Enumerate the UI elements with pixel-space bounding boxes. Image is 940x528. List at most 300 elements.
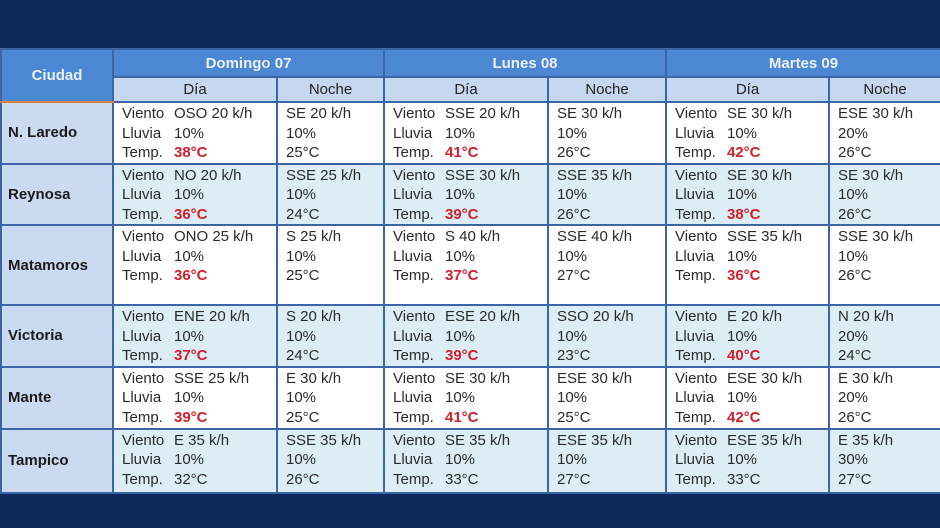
temp-value: 26°C <box>838 267 872 284</box>
rain-value: 10% <box>727 124 758 142</box>
rain-label: Lluvia <box>393 389 433 406</box>
night-forecast-cell <box>277 305 384 367</box>
temp-line <box>122 408 268 428</box>
day-forecast-cell <box>384 225 548 305</box>
temp-line <box>393 205 539 225</box>
temp-value: 37°C <box>174 347 208 364</box>
rain-label: Lluvia <box>675 451 715 468</box>
wind-value: S 20 k/h <box>286 308 342 325</box>
temp-label: Temp. <box>393 470 434 488</box>
wind-value: SSE 20 k/h <box>445 105 521 122</box>
wind-line <box>838 431 932 451</box>
day-forecast-cell <box>666 225 829 305</box>
rain-line <box>122 450 268 470</box>
wind-value: OSO 20 k/h <box>174 105 253 122</box>
temp-line <box>675 266 820 286</box>
wind-value: E 35 k/h <box>174 431 230 449</box>
wind-label: Viento <box>122 105 165 122</box>
wind-line <box>838 307 932 327</box>
wind-value: SE 30 k/h <box>445 369 511 387</box>
temp-line <box>557 143 657 163</box>
day-forecast-cell <box>113 102 277 164</box>
table-row <box>1 164 940 226</box>
temp-value: 42°C <box>727 408 761 426</box>
wind-line <box>838 227 932 247</box>
temp-line <box>122 266 268 286</box>
temp-line <box>122 205 268 225</box>
temp-label: Temp. <box>675 144 716 161</box>
rain-value: 10% <box>174 451 205 468</box>
temp-line <box>393 266 539 286</box>
temp-line <box>286 470 375 490</box>
wind-value: SSE 30 k/h <box>838 228 914 245</box>
night-forecast-cell <box>277 164 384 226</box>
temp-line <box>675 205 820 225</box>
rain-label: Lluvia <box>675 247 715 265</box>
wind-label: Viento <box>122 431 165 449</box>
night-forecast-cell <box>548 429 666 493</box>
temp-line <box>286 408 375 428</box>
rain-value: 10% <box>174 124 205 142</box>
wind-line <box>393 431 539 451</box>
table-row <box>1 367 940 429</box>
night-forecast-cell <box>277 225 384 305</box>
day-header-lunes: Lunes 08 <box>384 49 666 77</box>
wind-value: S 25 k/h <box>286 228 342 245</box>
rain-value: 10% <box>557 247 588 265</box>
wind-line <box>675 104 820 124</box>
temp-label: Temp. <box>122 144 163 161</box>
wind-value: SSO 20 k/h <box>557 308 634 325</box>
temp-line <box>675 408 820 428</box>
temp-value: 27°C <box>557 470 591 488</box>
wind-label: Viento <box>122 228 165 245</box>
rain-line <box>675 185 820 205</box>
temp-value: 27°C <box>557 267 591 284</box>
night-forecast-cell <box>829 225 940 305</box>
night-forecast-cell <box>829 102 940 164</box>
rain-label: Lluvia <box>675 124 715 142</box>
temp-line <box>675 346 820 366</box>
rain-value: 10% <box>174 389 205 406</box>
night-forecast-cell <box>548 225 666 305</box>
wind-label: Viento <box>393 166 436 184</box>
rain-line <box>557 124 657 144</box>
temp-value: 36°C <box>174 205 208 223</box>
temp-value: 39°C <box>445 205 479 223</box>
wind-value: SE 30 k/h <box>557 105 623 122</box>
wind-label: Viento <box>122 166 165 184</box>
temp-value: 26°C <box>557 144 591 161</box>
rain-line <box>393 185 539 205</box>
wind-label: Viento <box>675 105 718 122</box>
temp-label: Temp. <box>393 408 434 426</box>
temp-label: Temp. <box>675 205 716 223</box>
day-header-martes: Martes 09 <box>666 49 940 77</box>
temp-line <box>286 266 375 286</box>
temp-label: Temp. <box>675 347 716 364</box>
temp-line <box>838 205 932 225</box>
temp-line <box>122 143 268 163</box>
temp-line <box>838 266 932 286</box>
rain-label: Lluvia <box>122 389 162 406</box>
night-forecast-cell <box>277 102 384 164</box>
temp-value: 40°C <box>727 347 761 364</box>
rain-label: Lluvia <box>675 327 715 345</box>
wind-label: Viento <box>122 369 165 387</box>
wind-line <box>122 104 268 124</box>
wind-value: ESE 30 k/h <box>727 369 803 387</box>
wind-line <box>122 307 268 327</box>
rain-line <box>393 327 539 347</box>
wind-line <box>286 369 375 389</box>
rain-line <box>122 247 268 267</box>
rain-value: 10% <box>286 247 317 265</box>
wind-line <box>838 166 932 186</box>
temp-value: 32°C <box>174 470 208 488</box>
city-name: N. Laredo <box>1 102 113 164</box>
rain-value: 10% <box>727 389 758 406</box>
wind-value: SSE 35 k/h <box>286 431 362 449</box>
wind-value: SE 30 k/h <box>727 166 793 184</box>
temp-value: 38°C <box>174 144 208 161</box>
temp-line <box>557 205 657 225</box>
night-forecast-cell <box>829 164 940 226</box>
rain-value: 10% <box>174 247 205 265</box>
temp-label: Temp. <box>675 408 716 426</box>
subheader-noche: Noche <box>277 77 384 102</box>
wind-value: SSE 40 k/h <box>557 228 633 245</box>
rain-value: 10% <box>445 327 476 345</box>
rain-value: 20% <box>838 327 869 345</box>
wind-value: N 20 k/h <box>838 308 894 325</box>
wind-line <box>286 431 375 451</box>
wind-line <box>557 166 657 186</box>
wind-label: Viento <box>675 228 718 245</box>
rain-line <box>557 247 657 267</box>
subheader-dia: Día <box>113 77 277 102</box>
rain-label: Lluvia <box>393 186 433 203</box>
rain-value: 10% <box>727 327 758 345</box>
rain-value: 10% <box>557 389 588 406</box>
temp-value: 26°C <box>557 205 591 223</box>
temp-value: 41°C <box>445 408 479 426</box>
wind-label: Viento <box>675 431 718 449</box>
subheader-noche: Noche <box>548 77 666 102</box>
rain-label: Lluvia <box>393 124 433 142</box>
rain-value: 10% <box>286 327 317 345</box>
rain-label: Lluvia <box>122 247 162 265</box>
rain-value: 10% <box>445 247 476 265</box>
wind-value: SE 20 k/h <box>286 105 352 122</box>
temp-line <box>393 408 539 428</box>
temp-value: 26°C <box>838 144 872 161</box>
temp-value: 26°C <box>838 205 872 223</box>
table-row <box>1 429 940 493</box>
temp-line <box>122 470 268 490</box>
wind-line <box>838 369 932 389</box>
rain-line <box>122 327 268 347</box>
day-forecast-cell <box>384 305 548 367</box>
rain-line <box>122 388 268 408</box>
subheader-noche: Noche <box>829 77 940 102</box>
wind-value: E 30 k/h <box>286 369 342 387</box>
rain-value: 10% <box>445 186 476 203</box>
subheader-dia: Día <box>666 77 829 102</box>
day-forecast-cell <box>666 102 829 164</box>
table-row <box>1 305 940 367</box>
temp-label: Temp. <box>393 144 434 161</box>
wind-value: SE 35 k/h <box>445 431 511 449</box>
temp-line <box>838 143 932 163</box>
day-forecast-cell <box>113 429 277 493</box>
rain-line <box>286 327 375 347</box>
wind-line <box>286 166 375 186</box>
temp-label: Temp. <box>122 267 163 284</box>
rain-line <box>838 124 932 144</box>
temp-value: 23°C <box>557 347 591 364</box>
temp-line <box>286 143 375 163</box>
rain-line <box>838 185 932 205</box>
rain-value: 10% <box>445 389 476 406</box>
wind-value: NO 20 k/h <box>174 166 242 184</box>
rain-line <box>286 185 375 205</box>
temp-line <box>838 346 932 366</box>
city-name: Matamoros <box>1 225 113 305</box>
temp-value: 24°C <box>838 347 872 364</box>
rain-value: 10% <box>838 247 869 265</box>
rain-line <box>286 247 375 267</box>
rain-value: 10% <box>445 124 476 142</box>
wind-value: SSE 25 k/h <box>286 166 362 184</box>
rain-line <box>557 185 657 205</box>
rain-value: 10% <box>557 451 588 468</box>
city-name: Mante <box>1 367 113 429</box>
day-header-domingo: Domingo 07 <box>113 49 384 77</box>
rain-value: 10% <box>557 327 588 345</box>
temp-value: 39°C <box>445 347 479 364</box>
temp-line <box>286 205 375 225</box>
wind-value: SSE 25 k/h <box>174 369 250 387</box>
day-forecast-cell <box>384 429 548 493</box>
rain-line <box>557 388 657 408</box>
rain-value: 20% <box>838 389 869 406</box>
night-forecast-cell <box>829 429 940 493</box>
wind-line <box>393 104 539 124</box>
day-forecast-cell <box>666 367 829 429</box>
temp-value: 25°C <box>286 144 320 161</box>
rain-label: Lluvia <box>122 327 162 345</box>
wind-value: SE 30 k/h <box>727 105 793 122</box>
temp-value: 25°C <box>286 408 320 426</box>
temp-label: Temp. <box>122 347 163 364</box>
wind-line <box>286 227 375 247</box>
rain-value: 10% <box>174 186 205 203</box>
rain-value: 30% <box>838 451 869 468</box>
day-forecast-cell <box>666 429 829 493</box>
wind-line <box>675 227 820 247</box>
rain-value: 20% <box>838 124 869 142</box>
rain-value: 10% <box>286 389 317 406</box>
rain-label: Lluvia <box>122 124 162 142</box>
rain-value: 10% <box>286 124 317 142</box>
wind-label: Viento <box>393 369 436 387</box>
rain-value: 10% <box>838 186 869 203</box>
temp-line <box>557 408 657 428</box>
rain-line <box>393 247 539 267</box>
wind-line <box>122 431 268 451</box>
temp-line <box>122 346 268 366</box>
wind-value: E 35 k/h <box>838 431 894 449</box>
night-forecast-cell <box>548 102 666 164</box>
wind-line <box>675 369 820 389</box>
wind-line <box>286 307 375 327</box>
city-name: Reynosa <box>1 164 113 226</box>
temp-label: Temp. <box>393 205 434 223</box>
rain-value: 10% <box>727 451 758 468</box>
wind-value: E 30 k/h <box>838 369 894 387</box>
day-forecast-cell <box>113 305 277 367</box>
temp-value: 25°C <box>557 408 591 426</box>
temp-value: 39°C <box>174 408 208 426</box>
rain-line <box>675 247 820 267</box>
temp-value: 41°C <box>445 144 479 161</box>
wind-value: SSE 35 k/h <box>727 228 803 245</box>
rain-line <box>393 450 539 470</box>
rain-value: 10% <box>557 124 588 142</box>
rain-value: 10% <box>286 186 317 203</box>
rain-label: Lluvia <box>675 186 715 203</box>
wind-line <box>675 431 820 451</box>
rain-value: 10% <box>174 327 205 345</box>
wind-label: Viento <box>675 308 718 325</box>
wind-line <box>838 104 932 124</box>
temp-value: 33°C <box>727 470 761 488</box>
wind-value: SSE 35 k/h <box>557 166 633 184</box>
rain-line <box>286 388 375 408</box>
weather-forecast-table <box>0 48 940 494</box>
wind-value: ESE 20 k/h <box>445 308 521 325</box>
city-name: Tampico <box>1 429 113 493</box>
rain-line <box>286 450 375 470</box>
wind-line <box>557 227 657 247</box>
temp-line <box>675 470 820 490</box>
wind-value: ESE 35 k/h <box>557 431 633 449</box>
temp-label: Temp. <box>393 267 434 284</box>
rain-line <box>122 124 268 144</box>
day-forecast-cell <box>384 102 548 164</box>
day-forecast-cell <box>666 164 829 226</box>
temp-value: 25°C <box>286 267 320 284</box>
rain-label: Lluvia <box>393 327 433 345</box>
temp-line <box>557 470 657 490</box>
wind-value: E 20 k/h <box>727 308 783 325</box>
subheader-dia: Día <box>384 77 548 102</box>
temp-line <box>393 470 539 490</box>
wind-line <box>122 369 268 389</box>
temp-value: 38°C <box>727 205 761 223</box>
temp-value: 26°C <box>838 408 872 426</box>
night-forecast-cell <box>548 305 666 367</box>
rain-value: 10% <box>445 451 476 468</box>
wind-label: Viento <box>393 431 436 449</box>
city-name: Victoria <box>1 305 113 367</box>
night-forecast-cell <box>548 164 666 226</box>
wind-label: Viento <box>393 105 436 122</box>
night-forecast-cell <box>548 367 666 429</box>
wind-label: Viento <box>393 308 436 325</box>
rain-line <box>838 327 932 347</box>
rain-line <box>675 450 820 470</box>
wind-value: ENE 20 k/h <box>174 308 250 325</box>
temp-line <box>393 143 539 163</box>
rain-label: Lluvia <box>675 389 715 406</box>
temp-label: Temp. <box>122 408 163 426</box>
wind-line <box>393 227 539 247</box>
temp-value: 42°C <box>727 144 761 161</box>
rain-line <box>393 124 539 144</box>
wind-value: S 40 k/h <box>445 228 501 245</box>
wind-label: Viento <box>675 166 718 184</box>
temp-value: 36°C <box>727 267 761 284</box>
rain-line <box>557 327 657 347</box>
temp-line <box>838 470 932 490</box>
wind-line <box>122 166 268 186</box>
temp-line <box>675 143 820 163</box>
wind-value: SE 30 k/h <box>838 166 904 184</box>
rain-line <box>675 124 820 144</box>
rain-line <box>675 388 820 408</box>
rain-label: Lluvia <box>122 451 162 468</box>
rain-line <box>286 124 375 144</box>
wind-line <box>557 369 657 389</box>
wind-line <box>557 307 657 327</box>
wind-value: SSE 30 k/h <box>445 166 521 184</box>
day-forecast-cell <box>666 305 829 367</box>
temp-value: 24°C <box>286 205 320 223</box>
temp-label: Temp. <box>675 470 716 488</box>
rain-line <box>675 327 820 347</box>
night-forecast-cell <box>829 305 940 367</box>
wind-line <box>393 166 539 186</box>
day-forecast-cell <box>384 367 548 429</box>
temp-value: 33°C <box>445 470 479 488</box>
rain-line <box>838 247 932 267</box>
wind-label: Viento <box>675 369 718 387</box>
temp-value: 27°C <box>838 470 872 488</box>
temp-line <box>838 408 932 428</box>
temp-value: 37°C <box>445 267 479 284</box>
wind-line <box>393 307 539 327</box>
day-forecast-cell <box>113 367 277 429</box>
temp-label: Temp. <box>122 470 163 488</box>
city-column-header: Ciudad <box>1 49 113 102</box>
wind-line <box>393 369 539 389</box>
temp-label: Temp. <box>675 267 716 284</box>
temp-value: 26°C <box>286 470 320 488</box>
rain-label: Lluvia <box>393 247 433 265</box>
wind-line <box>675 166 820 186</box>
rain-value: 10% <box>727 247 758 265</box>
wind-label: Viento <box>122 308 165 325</box>
wind-value: ESE 35 k/h <box>727 431 803 449</box>
wind-value: ESE 30 k/h <box>838 105 914 122</box>
day-forecast-cell <box>113 225 277 305</box>
rain-line <box>122 185 268 205</box>
temp-label: Temp. <box>122 205 163 223</box>
rain-label: Lluvia <box>393 451 433 468</box>
wind-line <box>557 431 657 451</box>
